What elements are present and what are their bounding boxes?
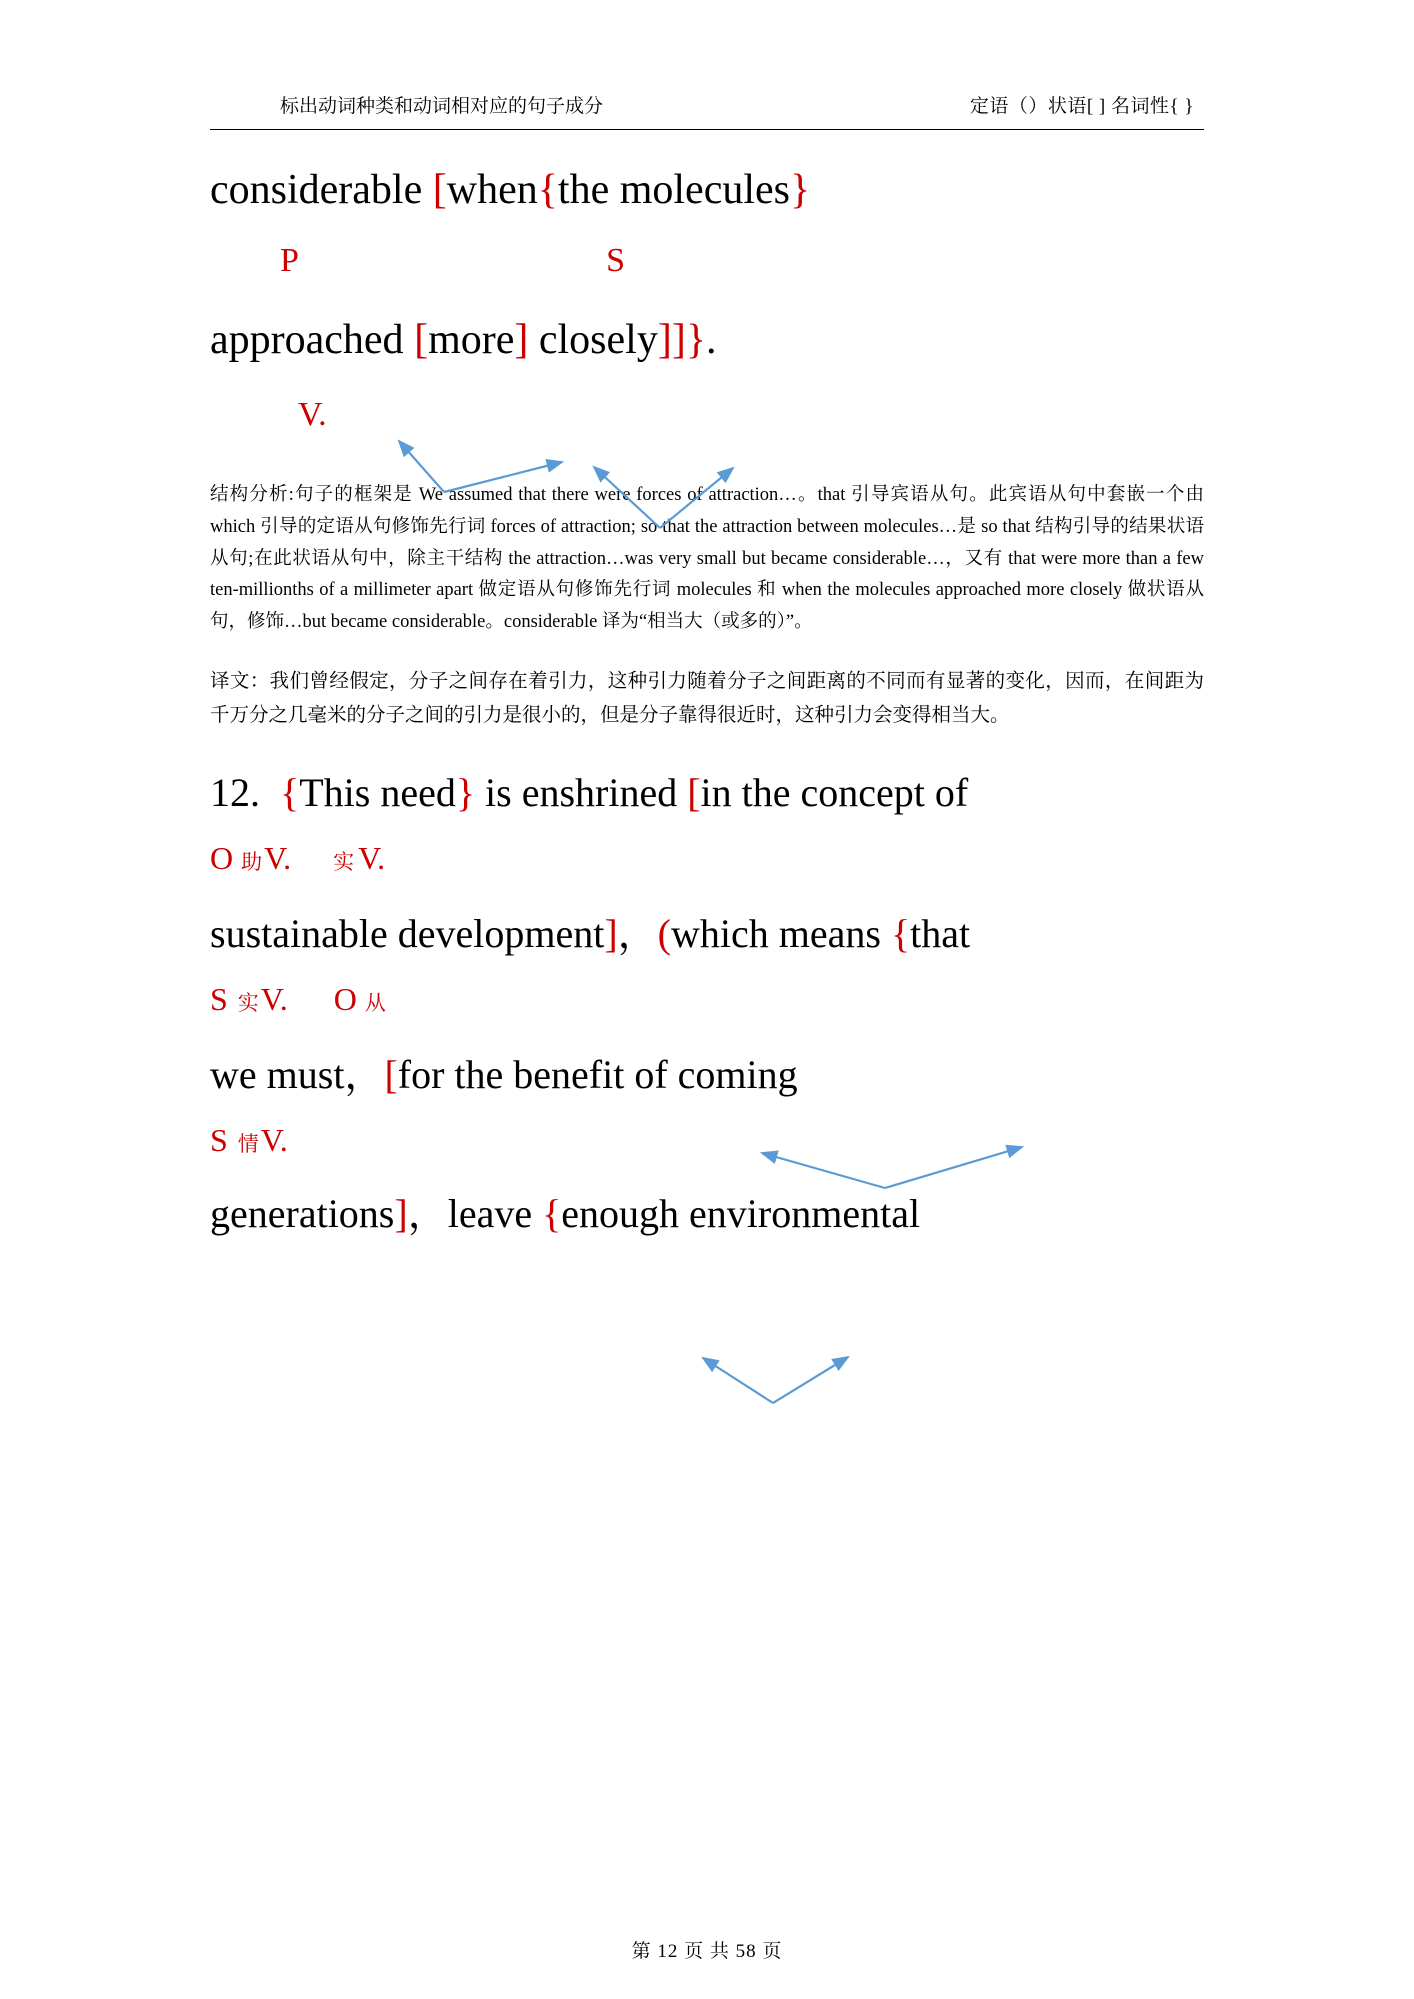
text-run: ]: [604, 911, 618, 957]
text-run: that: [910, 911, 971, 957]
text-run: }: [790, 166, 811, 213]
page-footer: 第 12 页 共 58 页: [631, 1941, 783, 1962]
text-run: which means: [671, 911, 891, 957]
sentence-line-2-runs: [210, 317, 716, 363]
marker-token: 从: [364, 991, 386, 1016]
marker-token: 情: [237, 1132, 259, 1157]
text-run: ]]: [657, 316, 686, 363]
item12-line-4: [210, 1193, 1204, 1235]
text-run: (: [657, 911, 671, 957]
text-run: when: [446, 166, 538, 213]
sentence-line-2: [210, 318, 1204, 362]
text-run: for the benefit of coming: [397, 1052, 798, 1098]
text-run: [: [384, 1052, 398, 1098]
marker-row-2: [210, 396, 1204, 434]
text-run: {: [280, 770, 300, 816]
marker-token: 实: [333, 850, 355, 875]
marker-token: V.: [264, 840, 292, 877]
text-run: sustainable development: [210, 911, 605, 957]
item12-markers-1: [210, 840, 385, 876]
marker-S: S: [606, 241, 626, 279]
page-header: [210, 0, 1204, 119]
text-run: the molecules: [557, 166, 790, 213]
sentence-block-continuation: [210, 168, 1204, 434]
text-run: we must，: [210, 1052, 385, 1098]
text-run: }: [685, 316, 706, 363]
text-run: is enshrined: [475, 770, 688, 816]
item12-line-4-runs: [210, 1191, 920, 1236]
item12-line-2-runs: [210, 911, 970, 956]
text-run: [: [687, 770, 701, 816]
header-left-text: 标出动词种类和动词相对应的句子成分: [280, 96, 604, 117]
text-run: {: [890, 911, 911, 957]
text-run: approached: [210, 316, 415, 363]
arrow-4a: [703, 1358, 773, 1403]
marker-token: S: [210, 981, 228, 1018]
item12-markers-2: [210, 981, 386, 1017]
text-run: considerable: [210, 166, 433, 213]
item12-markers-3: [210, 1122, 288, 1158]
text-run: closely: [528, 316, 658, 363]
header-divider: [210, 129, 1204, 130]
translation-paragraph: 译文：我们曾经假定，分子之间存在着引力，这种引力随着分子之间距离的不同而有显著的变化，因而，在间距为千万分之几毫米的分子之间的引力是很小的，但是分子靠得很近时，这种引力会变得相当大。: [210, 671, 1204, 726]
text-run: more: [428, 316, 515, 363]
text-run: in the concept of: [700, 770, 969, 816]
text-run: ]: [394, 1191, 408, 1237]
text-run: [: [432, 166, 447, 213]
item12-line-2: [210, 913, 1204, 955]
header-right-legend: 定语（）状语[ ] 名词性{ }: [969, 96, 1194, 117]
item12-line-1-runs: [280, 770, 968, 815]
text-run: {: [542, 1191, 562, 1237]
sentence-block-12: [210, 772, 1204, 1235]
marker-row-1: [210, 242, 1204, 280]
text-run: .: [705, 316, 717, 363]
text-run: ，leave: [407, 1191, 543, 1237]
text-run: }: [455, 770, 476, 816]
item12-marker-row-3: [210, 1122, 1204, 1159]
marker-token: O: [210, 840, 234, 877]
text-run: enough environmental: [561, 1191, 921, 1237]
item12-line-1: [210, 772, 1204, 814]
marker-P: P: [280, 241, 298, 279]
text-run: ，: [617, 911, 658, 957]
item12-number: 12.: [210, 770, 260, 816]
sentence-line-1: [210, 168, 1204, 212]
item12-line-3-runs: [210, 1052, 798, 1097]
sentence-line-1-runs: [210, 167, 810, 213]
text-run: ]: [514, 316, 529, 363]
marker-token: V.: [260, 981, 288, 1018]
structure-analysis-paragraph: 结构分析:句子的框架是 We assumed that there were forces of attraction…。that 引导宾语从句。此宾语从句中套嵌一个由 which 引导的定语从句修饰先行词 forces of attraction; so that the attraction between molecules…是 so that 结构引导的结果状语从句;在此状语从句中，除主干结构 the attraction…was very small but became considerable…，又有 that were more than a few ten-millionths of a millimeter apart 做定语从句修饰先行词 molecules 和 when the molecules approached more closely 做状语从句，修饰…but became considerable。considerable 译为“相当大（或多的）”。: [210, 484, 1204, 633]
marker-token: 实: [237, 991, 259, 1016]
text-run: [: [414, 316, 429, 363]
marker-token: O: [333, 981, 357, 1018]
marker-token: S: [210, 1122, 228, 1159]
marker-token: V.: [260, 1122, 288, 1159]
item12-line-3: [210, 1054, 1204, 1096]
item12-marker-row-1: [210, 840, 1204, 877]
text-run: This need: [299, 770, 456, 816]
marker-token: V.: [358, 840, 386, 877]
item12-marker-row-2: [210, 981, 1204, 1018]
marker-V: V.: [298, 395, 327, 433]
text-run: {: [537, 166, 558, 213]
text-run: generations: [210, 1191, 395, 1237]
marker-token: 助: [241, 850, 263, 875]
arrow-4b: [773, 1357, 848, 1403]
